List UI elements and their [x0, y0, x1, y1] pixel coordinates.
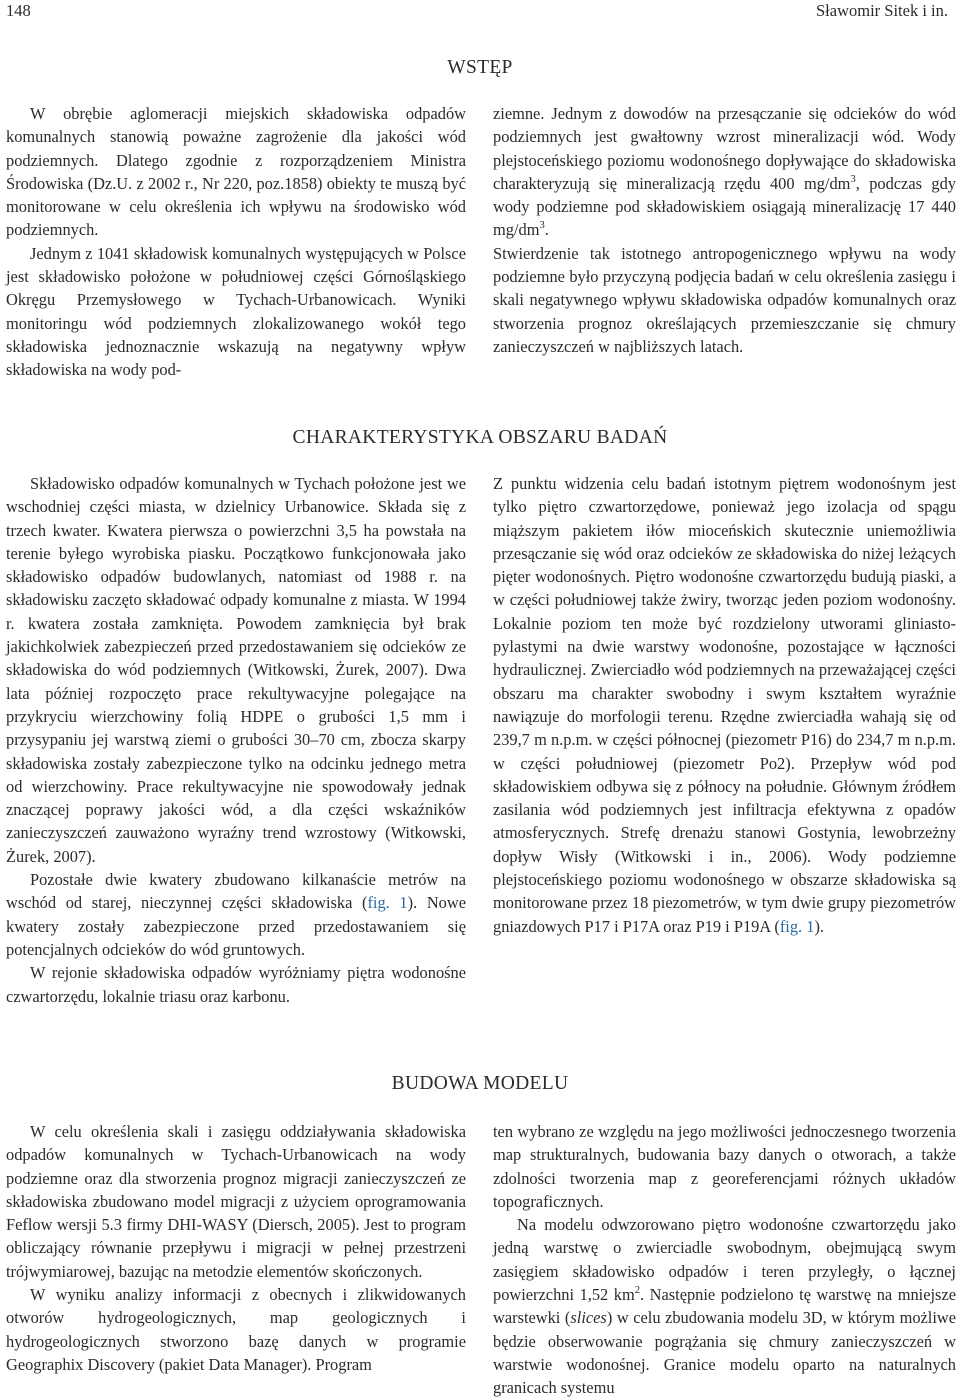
- section-title-budowa-modelu: BUDOWA MODELU: [391, 1073, 569, 1094]
- wstep-paragraph-3: Stwierdzenie tak istotnego antropogenicznego wpływu na wody podziemne było przyczyną podjęcia badań w celu określenia zasięgu i skali negatywnego wpływu składowiska odpadów komunalnych oraz stworzenia prognoz określających przemieszczanie się chmury zanieczyszczeń w najbliższych latach.: [493, 243, 956, 356]
- budowa-paragraph-3: Na modelu odwzorowano piętro wodonośne czwartorzędu jako jedną warstwę o zwierciadle swobodnym, obejmującą swym zasięgiem składowisko odpadów i teren przyległy, o łącznej powierzchni 1,52 $km^2$. Następnie podzielono tę warstwę na mniejsze warstewki (slices) w celu zbudowania modelu 3D, w którym możliwe będzie obserwowanie pogrążania się chmury zanieczyszczeń w warstwie wodonośnej. Granice modelu oparto na naturalnych granicach systemu: [493, 1215, 957, 1398]
- charakterystyka-paragraph-4: Z punktu widzenia celu badań istotnym piętrem wodonośnym jest tylko piętro czwartorzędowe, ponieważ jego izolacja od spągu miąższym pakietem iłów mioceńskich skutecznie uniemożliwia przesączanie się wód oraz odcieków ze składowiska do niżej leżących pięter wodonośnych. Piętro wodonośne czwartorzędu budują piaski, a w części południowej także żwiry, tworząc jeden poziom wodonośny. Lokalnie poziom ten może być rozdzielony utworami gliniasto-pylastymi na dwie warstwy wodonośne, pozostające w łączności hydraulicznej. Zwierciadło wód podziemnych na przeważającej części obszaru ma charakter swobodny i swym kształtem wyraźnie nawiązuje do morfologii terenu. Rzędne zwierciadła wahają się od 239,7 m n.p.m. w części północnej (piezometr P16) do 234,7 m n.p.m. w części południowej (piezometr Po2). Przepływ wód pod składowiskiem odbywa się z północy na południe. Głównym źródłem zasilania wód podziemnych jest infiltracja efektywna z opadów atmosferycznych. Strefę drenażu stanowi Gostynia, lewobrzeżny dopływ Wisły (Witkowski i in., 2006). Wody podziemne plejstoceńskiego poziomu wodonośnego w obszarze składowiska są monitorowane przez 18 piezometrów, w tym dwie grupy piezometrów gniazdowych P17 i P17A oraz P19 i P19A (fig. 1).: [493, 474, 956, 936]
- running-header: [0, 0, 960, 30]
- budowa-left-column: [6, 1120, 466, 1376]
- budowa-paragraph-1: W celu określenia skali i zasięgu oddziaływania składowiska odpadów komunalnych w Tychach-Urbanowicach na wody podziemne oraz dla stworzenia prognoz migracji zanieczyszczeń ze składowiska zbudowano model migracji z użyciem oprogramowania Feflow wersji 5.3 firmy DHI-WASY (Diersch, 2005). Jest to program obliczający równanie przepływu i migracji w pełnej przestrzeni trójwymiarowej, bazując na metodzie elementów skończonych.: [6, 1122, 466, 1281]
- wstep-paragraph-2: Jednym z 1041 składowisk komunalnych występujących w Polsce jest składowisko położone w południowej części Górnośląskiego Okręgu Przemysłowego w Tychach-Urbanowicach. Wyniki monitoringu wód podziemnych zlokalizowanego wokół tego składowiska jednoznacznie wskazują na negatywny wpływ składowiska na wody pod-: [6, 243, 466, 380]
- page-number: 148: [6, 1, 31, 20]
- wstep-left-column: [6, 102, 466, 382]
- wstep-paragraph-1: W obrębie aglomeracji miejskich składowiska odpadów komunalnych stanowią poważne zagrożenie dla jakości wód podziemnych. Dlatego zgodnie z rozporządzeniem Ministra Środowiska (Dz.U. z 2002 r., Nr 220, poz.1858) obiekty te muszą być monitorowane w celu określenia ich wpływu na środowisko wód podziemnych.: [6, 104, 466, 240]
- wstep-paragraph-2-continued: ziemne. Jednym z dowodów na przesączanie się odcieków do wód podziemnych jest gwałtowny wzrost mineralizacji wód. Wody plejstoceńskiego poziomu wodonośnego dopływające do składowiska charakteryzują się mineralizacją rzędu 400 $mg/dm^3$, podczas gdy wody podziemne pod składowiskiem osiągają mineralizację 17 440 $mg/dm^3$.: [493, 104, 956, 240]
- charakterystyka-paragraph-2: Pozostałe dwie kwatery zbudowano kilkanaście metrów na wschód od starej, nieczynnej części składowiska (fig. 1). Nowe kwatery zostały zabezpieczone przed przedostawaniem się potencjalnych odcieków do wód gruntowych.: [6, 870, 466, 959]
- section-title-wstep: WSTĘP: [447, 57, 513, 78]
- budowa-paragraph-2-continued: ten wybrano ze względu na jego możliwości jednoczesnego tworzenia map strukturalnych, budowania bazy danych o otworach, a także zdolności tworzenia map z georeferencjami różnych układów topograficznych.: [493, 1122, 956, 1211]
- charakterystyka-right-column: [493, 472, 956, 938]
- charakterystyka-left-column: [6, 472, 466, 1008]
- budowa-right-column: [493, 1120, 956, 1400]
- charakterystyka-paragraph-3: W rejonie składowiska odpadów wyróżniamy piętra wodonośne czwartorzędu, lokalnie triasu oraz karbonu.: [6, 963, 466, 1006]
- section-title-charakterystyka: CHARAKTERYSTYKA OBSZARU BADAŃ: [292, 427, 668, 448]
- running-head-authors: Sławomir Sitek i in.: [816, 1, 948, 20]
- figure-reference-link[interactable]: fig. 1: [779, 916, 815, 936]
- wstep-right-column: [493, 102, 956, 358]
- budowa-paragraph-2: W wyniku analizy informacji z obecnych i zlikwidowanych otworów hydrogeologicznych, map geologicznych i hydrogeologicznych stworzono bazę danych w programie Geographix Discovery (pakiet Data Manager). Program: [6, 1285, 466, 1374]
- charakterystyka-paragraph-1: Składowisko odpadów komunalnych w Tychach położone jest we wschodniej części miasta, w dzielnicy Urbanowice. Składa się z trzech kwater. Kwatera pierwsza o powierzchni 3,5 ha powstała na terenie byłego wyrobiska piasku. Początkowo funkcjonowała jako składowisko odpadów budowlanych, natomiast od 1988 r. na składowisku zaczęto składować odpady komunalne z miasta. W 1994 r. kwatera została zamknięta. Powodem zamknięcia był brak jakichkolwiek zabezpieczeń przed przedostawaniem się odcieków ze składowiska do wód podziemnych (Witkowski, Żurek, 2007). Dwa lata później rozpoczęto prace rekultywacyjne polegające na przykryciu wierzchowiny folią HDPE o grubości 1,5 mm i przysypaniu jej warstwą ziemi o grubości 30–70 cm, zbocza skarpy składowiska zostały zabezpieczone tylko na odcinku jednego metra od wierzchowiny. Prace rekultywacyjne nie spowodowały jednak znaczącej poprawy jakości wód, a dla części wskaźników zanieczyszczeń zauważono wyraźny trend wzrostowy (Witkowski, Żurek, 2007).: [6, 474, 466, 866]
- figure-reference-link[interactable]: fig. 1: [367, 893, 408, 913]
